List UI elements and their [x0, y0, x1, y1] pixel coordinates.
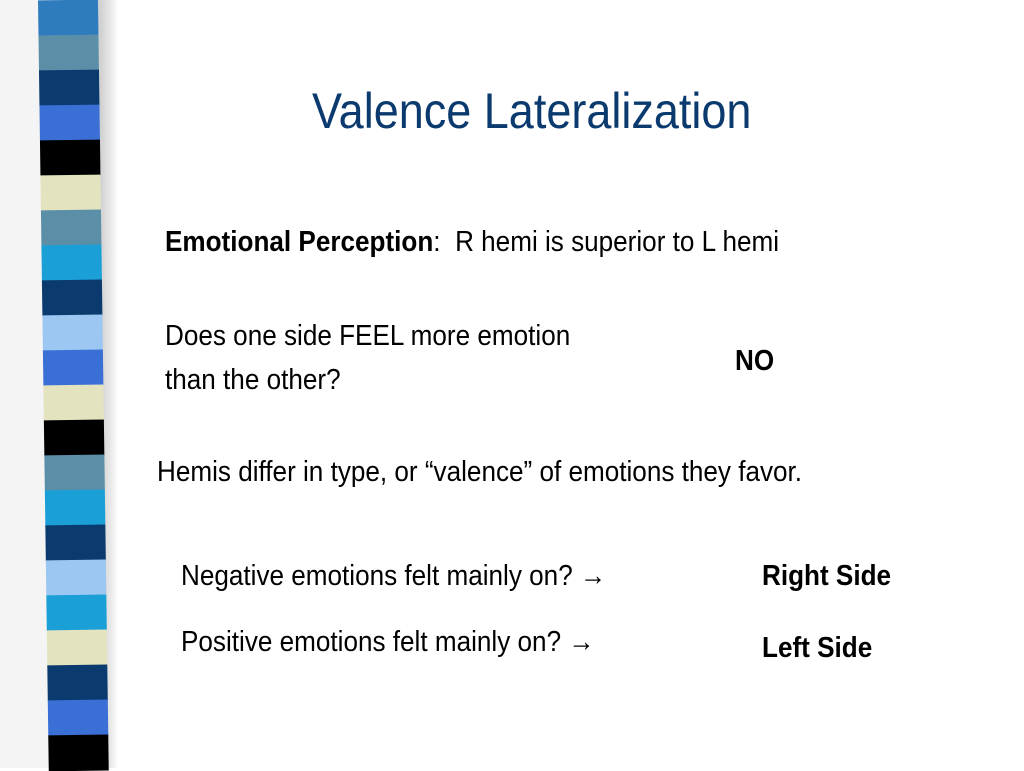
strip-block: [41, 245, 101, 282]
hemis-text: Hemis differ in type, or “valence” of emotions they favor.: [157, 456, 803, 488]
strip-block: [46, 595, 106, 632]
question-answer: NO: [735, 345, 775, 377]
positive-answer: Left Side: [762, 632, 873, 664]
strip-block: [45, 525, 105, 562]
strip-block: [41, 210, 101, 247]
strip-block: [47, 630, 107, 667]
strip-block: [46, 560, 106, 597]
right-arrow-icon: →: [579, 560, 607, 592]
slide-title: Valence Lateralization: [312, 83, 752, 139]
strip-block: [48, 735, 108, 771]
strip-block: [42, 315, 102, 352]
perception-text: R hemi is superior to L hemi: [455, 226, 780, 258]
positive-question-line: [181, 626, 594, 659]
strip-block: [48, 700, 108, 737]
strip-block: [45, 490, 105, 527]
negative-answer: Right Side: [762, 560, 892, 592]
negative-question: Negative emotions felt mainly on?: [181, 560, 573, 592]
perception-label: Emotional Perception: [165, 226, 434, 258]
negative-question-line: [181, 560, 606, 593]
strip-block: [40, 140, 100, 177]
strip-block: [44, 455, 104, 492]
right-arrow-icon: →: [568, 626, 595, 658]
strip-block: [47, 665, 107, 702]
positive-question: Positive emotions felt mainly on?: [181, 626, 562, 658]
question-line-1: Does one side FEEL more emotion: [165, 320, 571, 352]
strip-block: [38, 0, 98, 36]
strip-block: [38, 35, 98, 72]
strip-block: [39, 105, 99, 142]
strip-block: [43, 385, 103, 422]
strip-block: [40, 175, 100, 212]
strip-block: [43, 350, 103, 387]
strip-block: [39, 70, 99, 107]
perception-separator: :: [433, 226, 441, 258]
question-line-2: than the other?: [165, 364, 341, 396]
strip-block: [42, 280, 102, 317]
perception-line: [165, 226, 779, 259]
strip-block: [44, 420, 104, 457]
decorative-color-strip: [38, 0, 109, 768]
